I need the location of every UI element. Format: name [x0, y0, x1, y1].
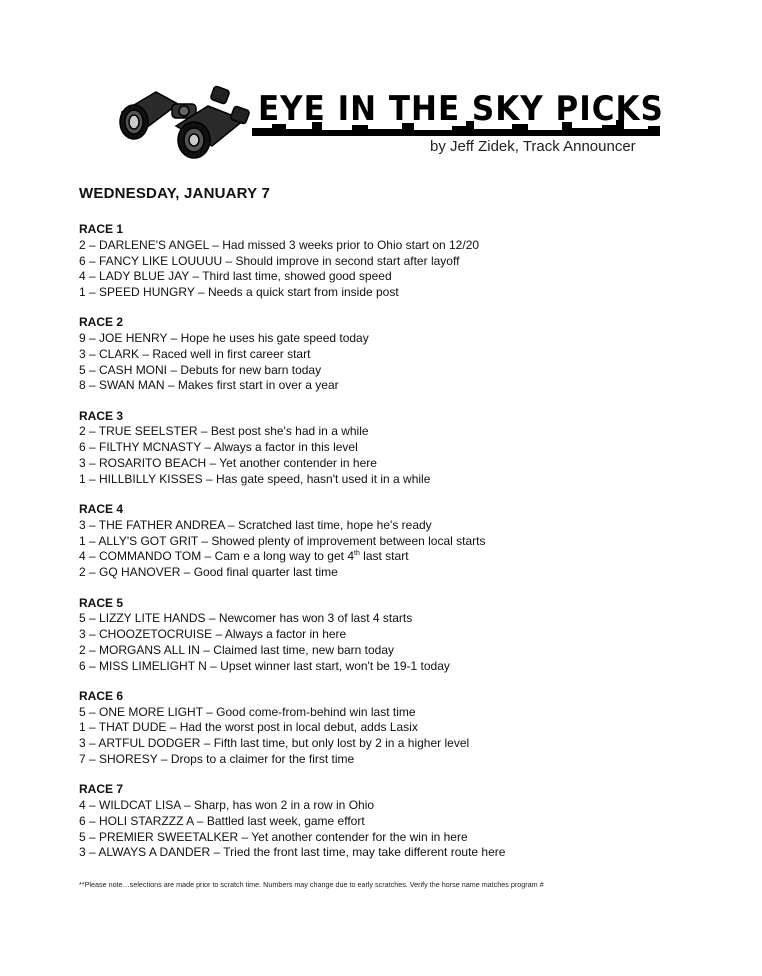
pick-line: 3 – CHOOZETOCRUISE – Always a factor in here [79, 627, 347, 642]
pick-line: 6 – FANCY LIKE LOUUUU – Should improve in second start after layoff [79, 253, 460, 268]
pick-line: 5 – CASH MONI – Debuts for new barn today [79, 362, 322, 377]
pick-line: 3 – CLARK – Raced well in first career start [79, 346, 311, 361]
race-block [79, 596, 719, 675]
pick-line: 3 – ALWAYS A DANDER – Tried the front last time, may take different route here [79, 845, 506, 860]
footnote: **Please note…selections are made prior to scratch time. Numbers may change due to early scratches. Verify the horse name matches program # [79, 880, 544, 889]
pick-line: 4 – LADY BLUE JAY – Third last time, showed good speed [79, 269, 392, 284]
pick-line: 2 – DARLENE'S ANGEL – Had missed 3 weeks prior to Ohio start on 12/20 [79, 237, 480, 252]
race-title: RACE 3 [79, 408, 124, 423]
pick-line: 3 – THE FATHER ANDREA – Scratched last time, hope he's ready [79, 517, 432, 532]
race-title: RACE 5 [79, 595, 124, 610]
pick-line: 2 – GQ HANOVER – Good final quarter last time [79, 565, 338, 580]
pick-line: 6 – HOLI STARZZZ A – Battled last week, game effort [79, 813, 365, 828]
pick-line: 8 – SWAN MAN – Makes first start in over a year [79, 378, 339, 393]
byline: by Jeff Zidek, Track Announcer [430, 138, 636, 155]
pick-line: 5 – LIZZY LITE HANDS – Newcomer has won 3 of last 4 starts [79, 611, 413, 626]
pick-line: 5 – PREMIER SWEETALKER – Yet another contender for the win in here [79, 829, 468, 844]
race-title: RACE 2 [79, 315, 124, 330]
race-title: RACE 4 [79, 502, 124, 517]
race-block [79, 222, 719, 301]
pick-line: 1 – SPEED HUNGRY – Needs a quick start from inside post [79, 285, 399, 300]
pick-line: 5 – ONE MORE LIGHT – Good come-from-behind win last time [79, 704, 416, 719]
races-list [79, 222, 719, 876]
pick-line: 3 – ROSARITO BEACH – Yet another contender in here [79, 456, 377, 471]
race-block [79, 502, 719, 581]
pick-line: 4 – WILDCAT LISA – Sharp, has won 2 in a row in Ohio [79, 798, 375, 813]
race-block [79, 315, 719, 394]
race-block [79, 782, 719, 861]
logo-title: EYE IN THE SKY PICKS [258, 90, 664, 129]
race-title: RACE 1 [79, 222, 124, 236]
binoculars-icon [116, 82, 254, 160]
pick-line: 2 – TRUE SEELSTER – Best post she's had in a while [79, 424, 369, 439]
header [0, 0, 762, 170]
skyline-decoration [252, 118, 660, 136]
pick-line: 6 – FILTHY MCNASTY – Always a factor in this level [79, 440, 358, 455]
date-heading: WEDNESDAY, JANUARY 7 [79, 185, 270, 202]
race-block [79, 409, 719, 488]
pick-line: 7 – SHORESY – Drops to a claimer for the first time [79, 752, 355, 767]
race-block [79, 689, 719, 768]
race-title: RACE 7 [79, 782, 124, 797]
pick-line: 2 – MORGANS ALL IN – Claimed last time, new barn today [79, 642, 395, 657]
pick-line: 6 – MISS LIMELIGHT N – Upset winner last start, won't be 19-1 today [79, 658, 450, 673]
pick-text-tail: last start [359, 549, 409, 564]
pick-line: 1 – THAT DUDE – Had the worst post in local debut, adds Lasix [79, 720, 418, 735]
pick-line: 9 – JOE HENRY – Hope he uses his gate speed today [79, 331, 369, 346]
ordinal-suffix: th [354, 550, 360, 558]
pick-line: 3 – ARTFUL DODGER – Fifth last time, but only lost by 2 in a higher level [79, 736, 470, 751]
race-title: RACE 6 [79, 688, 124, 703]
pick-line: 1 – HILLBILLY KISSES – Has gate speed, hasn't used it in a while [79, 471, 431, 486]
pick-line [79, 549, 719, 565]
pick-line: 1 – ALLY'S GOT GRIT – Showed plenty of improvement between local starts [79, 533, 486, 548]
pick-text: 4 – COMMANDO TOM – Cam e a long way to get 4 [79, 549, 354, 564]
